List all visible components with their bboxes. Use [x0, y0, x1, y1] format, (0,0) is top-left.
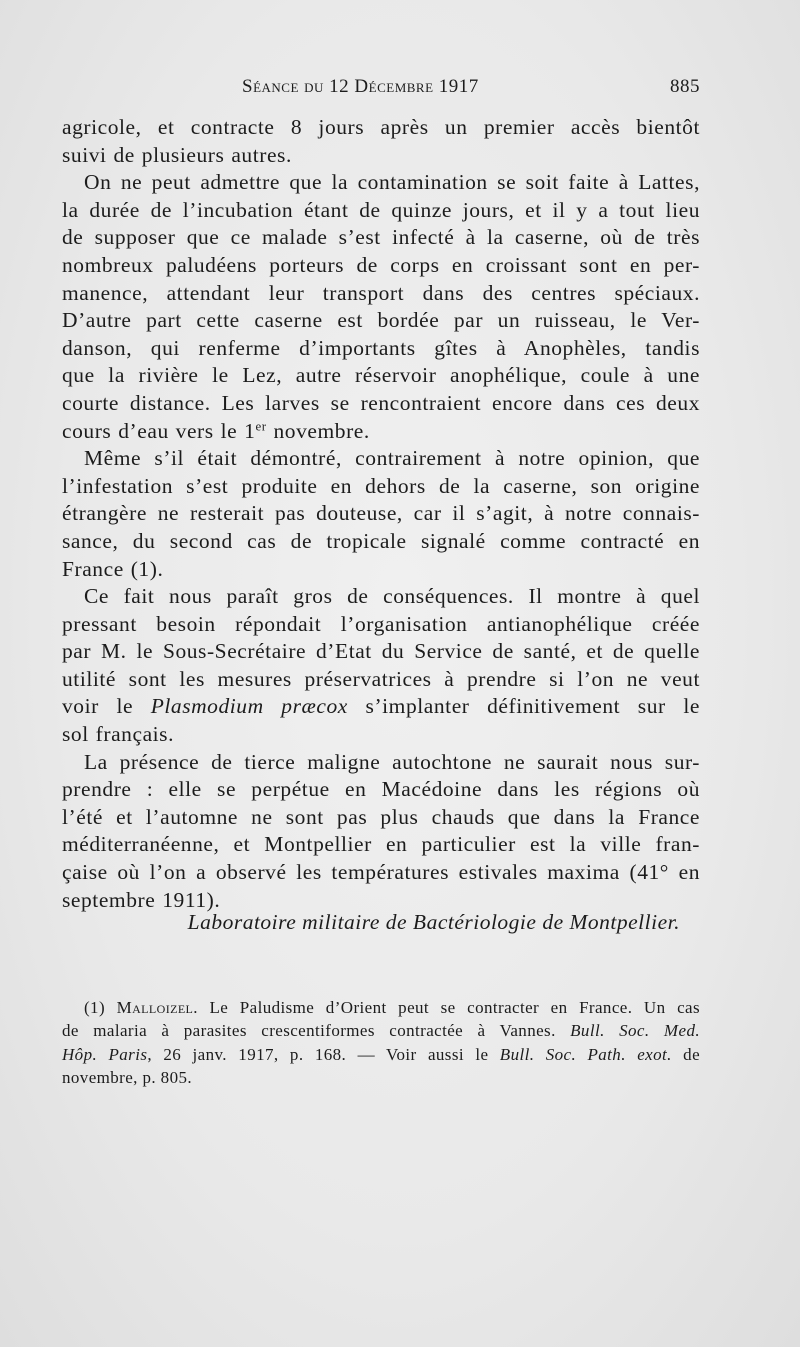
- text-fragment: novembre.: [266, 418, 370, 443]
- text-line: pressant besoin répondait l’organisation antianophélique créée: [62, 611, 700, 636]
- text-line: [62, 693, 700, 721]
- superscript: er: [255, 418, 267, 433]
- paragraph-4: [62, 583, 700, 749]
- footnote-line: [62, 1019, 700, 1042]
- text-line: Même s’il était démontré, contrairement à notre opinion, que: [84, 446, 700, 471]
- text-fragment: s’implanter définitivement sur le: [347, 694, 700, 719]
- footnote-line: [62, 1043, 700, 1066]
- text-line: étrangère ne resterait pas douteuse, car il s’agit, à notre connais-: [62, 501, 700, 526]
- page-number: 885: [670, 76, 700, 97]
- text-fragment: de: [671, 1044, 701, 1064]
- text-fragment: , 26 janv. 1917, p. 168. — Voir aussi le: [147, 1044, 500, 1064]
- text-line: utilité sont les mesures préservatrices à prendre si l’on ne veut: [62, 666, 700, 691]
- text-line: septembre 1911).: [62, 887, 221, 912]
- text-line: courte distance. Les larves se rencontraient encore dans ces deux: [62, 390, 700, 415]
- text-line: [62, 418, 700, 446]
- text-line: manence, attendant leur transport dans des centres spéciaux.: [62, 280, 700, 305]
- text-fragment: cours d’eau vers le 1: [62, 418, 256, 443]
- page-header: [62, 76, 700, 100]
- text-line: par M. le Sous-Secrétaire d’Etat du Service de santé, et de quelle: [62, 639, 700, 664]
- footnote-line: novembre, p. 805.: [62, 1067, 193, 1087]
- text-line: France (1).: [62, 556, 164, 581]
- text-fragment: voir le: [62, 694, 151, 719]
- text-line: de supposer que ce malade s’est infecté à la caserne, où de très: [62, 225, 700, 250]
- text-line: la durée de l’incubation étant de quinze jours, et il y a tout lieu: [62, 197, 700, 222]
- text-line: sol français.: [62, 722, 175, 747]
- author-name: Malloizel: [116, 998, 194, 1017]
- paragraph-5: [62, 749, 700, 915]
- text-line: l’été et l’automne ne sont pas plus chauds que dans la France: [62, 804, 700, 829]
- text-line: Ce fait nous paraît gros de conséquences. Il montre à quel: [84, 584, 700, 609]
- journal-title: Bull. Soc. Med.: [570, 1021, 700, 1041]
- running-head: Séance du 12 Décembre 1917: [242, 76, 479, 97]
- laboratory-signature: Laboratoire militaire de Bactériologie de Montpellier.: [187, 910, 680, 934]
- text-fragment: . Le Paludisme d’Orient peut se contracter en France. Un cas: [193, 998, 700, 1017]
- text-line: nombreux paludéens porteurs de corps en croissant sont en per-: [62, 252, 700, 277]
- text-line: On ne peut admettre que la contamination se soit faite à Lattes,: [84, 170, 700, 195]
- text-fragment: (1): [84, 998, 117, 1017]
- journal-title: Bull. Soc. Path. exot.: [499, 1044, 672, 1064]
- text-line: agricole, et contracte 8 jours après un premier accès bientôt: [62, 115, 700, 139]
- text-line: que la rivière le Lez, autre réservoir anophélique, coule à une: [62, 363, 700, 388]
- text-line: çaise où l’on a observé les températures estivales maxima (41° en: [62, 860, 700, 885]
- paragraph-1: [62, 114, 700, 169]
- paragraph-2: [62, 169, 700, 445]
- text-line: l’infestation s’est produite en dehors de la caserne, son origine: [62, 473, 700, 498]
- text-line: danson, qui renferme d’importants gîtes à Anophèles, tandis: [62, 335, 700, 360]
- text-line: La présence de tierce maligne autochtone ne saurait nous sur-: [84, 749, 700, 774]
- body-text: [62, 114, 700, 914]
- text-line: sance, du second cas de tropicale signalé comme contracté en: [62, 528, 700, 553]
- text-line: méditerranéenne, et Montpellier en particulier est la ville fran-: [62, 832, 700, 857]
- journal-title: Hôp. Paris: [62, 1044, 148, 1064]
- footnote-line: [62, 996, 700, 1019]
- species-name: Plasmodium præcox: [150, 694, 348, 719]
- text-line: D’autre part cette caserne est bordée par un ruisseau, le Ver-: [62, 308, 700, 333]
- text-line: suivi de plusieurs autres.: [62, 142, 292, 167]
- text-line: prendre : elle se perpétue en Macédoine dans les régions où: [62, 777, 700, 802]
- paragraph-3: [62, 445, 700, 583]
- footnote: [62, 996, 700, 1089]
- text-fragment: de malaria à parasites crescentiformes contractée à Vannes.: [62, 1021, 571, 1041]
